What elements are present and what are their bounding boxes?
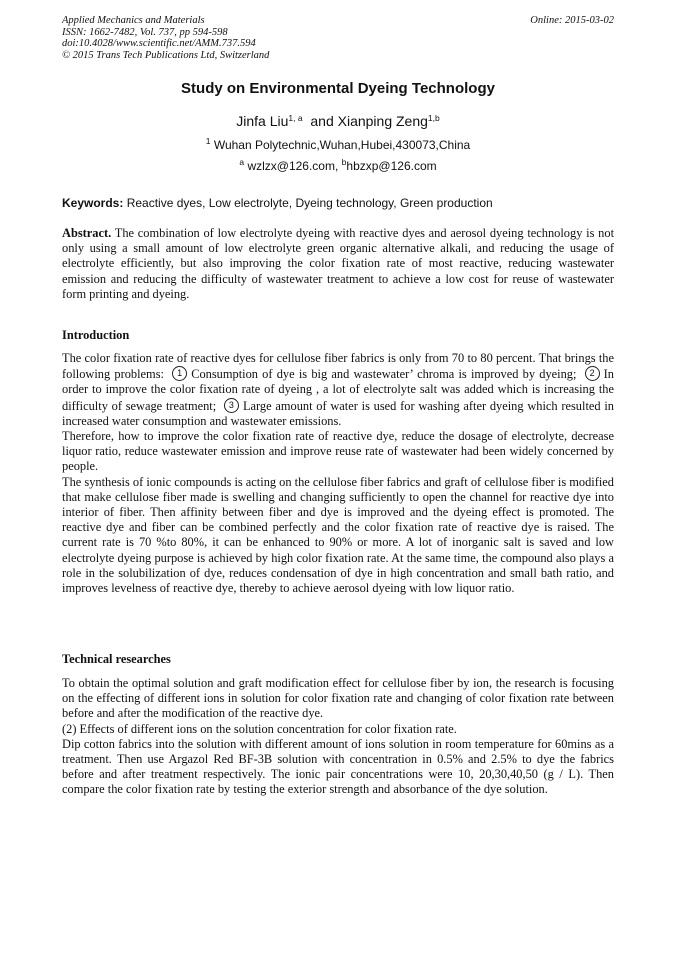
keywords-label: Keywords: xyxy=(62,196,124,210)
circled-number-2: 2 xyxy=(585,366,600,381)
affiliation xyxy=(62,138,614,152)
author-2: and Xianping Zeng xyxy=(310,113,428,129)
keywords-text: Reactive dyes, Low electrolyte, Dyeing technology, Green production xyxy=(126,196,493,210)
abstract-label: Abstract. xyxy=(62,226,112,240)
technical-heading: Technical researches xyxy=(62,652,171,666)
email-b[interactable]: hbzxp@126.com xyxy=(346,159,437,173)
circled-number-3: 3 xyxy=(224,398,239,413)
intro-p1-d: Large amount of water is used for washing after dyeing which resulted in increased water consumption and wastewater emissions. xyxy=(62,398,614,428)
email-line xyxy=(62,159,614,173)
issn-line: ISSN: 1662-7482, Vol. 737, pp 594-598 xyxy=(62,26,228,38)
journal-name: Applied Mechanics and Materials xyxy=(62,15,205,26)
author-1-sup: 1, a xyxy=(288,113,303,123)
intro-paragraph-2: Therefore, how to improve the color fixation rate of reactive dye, reduce the dosage of electrolyte, decrease liquor ratio, reduce wastewater emission and improve reuse rate of wastewater had been widely concerned by people. xyxy=(62,429,614,474)
affiliation-text: Wuhan Polytechnic,Wuhan,Hubei,430073,China xyxy=(213,138,471,152)
technical-body xyxy=(62,676,614,798)
journal-header xyxy=(62,15,614,61)
keywords xyxy=(62,196,614,210)
intro-paragraph-3: The synthesis of ionic compounds is acting on the cellulose fiber fabrics and graft of cellulose fiber is modified that make cellulose fiber made is swelling and changing sufficiently to open the channel for reactive dye into interior of fiber. Then affinity between fiber and dye is improved and the dyeing effect is promoted. The reactive dye and fiber can be combined perfectly and the color fixation rate of reactive dye is raised. The current rate is 70 %to 80%, it can be enhanced to 90% or more. A lot of inorganic salt is saved and low electrolyte dyeing purpose is achieved by high color fixation rate. At the same time, the compound also plays a role in the solubilization of dye, reduces condensation of dye in high concentration and small bath ratio, and improves levelness of reactive dye, thereby to achieve aerosol dyeing with low liquor ratio. xyxy=(62,474,614,596)
abstract-text: The combination of low electrolyte dyeing with reactive dyes and aerosol dyeing technology is not only using a small amount of low electrolyte green organic alternative alkali, and reducing the usage of electrolyte efficiently, but also improving the color fixation rate of most reactive, reducing wastewater emission and reducing the difficulty of wastewater treatment to achieve a low cost for reuse of wastewater form printing and dyeing. xyxy=(62,226,615,301)
circled-number-1: 1 xyxy=(172,366,187,381)
abstract xyxy=(62,226,614,302)
tech-paragraph-2: (2) Effects of different ions on the solution concentration for color fixation rate. xyxy=(62,721,457,736)
tech-paragraph-1: To obtain the optimal solution and graft modification effect for cellulose fiber by ion, the research is focusing on the effecting of different ions in solution for color fixation rate and changing of color fixation rate between before and after the modification of the reactive dye. xyxy=(62,676,614,721)
intro-p1-a: The color fixation rate of reactive dyes for cellulose fiber fabrics is only from 70 to 80 percent. That brings the following problems: xyxy=(62,351,614,382)
intro-p1-c: In order to improve the color fixation rate of dyeing , a lot of electrolyte salt was added which is increasing the difficulty of sewage treatment; xyxy=(62,367,614,413)
introduction-heading: Introduction xyxy=(62,328,130,342)
email-a-sup: a xyxy=(239,157,245,167)
introduction-body xyxy=(62,351,614,596)
copyright-line: © 2015 Trans Tech Publications Ltd, Switzerland xyxy=(62,49,270,61)
paper-title: Study on Environmental Dyeing Technology xyxy=(181,80,495,97)
intro-p1-b: Consumption of dye is big and wastewater’ chroma is improved by dyeing; xyxy=(191,367,577,382)
author-2-sup: 1,b xyxy=(427,113,440,123)
email-b-sup: b xyxy=(341,157,347,167)
authors-line xyxy=(62,113,614,129)
author-1: Jinfa Liu xyxy=(236,113,289,129)
doi-line[interactable]: doi:10.4028/www.scientific.net/AMM.737.594 xyxy=(62,38,256,50)
email-a[interactable]: wzlzx@126.com, xyxy=(247,159,339,173)
affiliation-sup: 1 xyxy=(205,136,211,146)
intro-paragraph-1 xyxy=(62,351,614,429)
tech-paragraph-3: Dip cotton fabrics into the solution with different amount of ions solution in room temperature for 60mins as a treatment. Then use Argazol Red BF-3B solution with concentration in 0.5% and 2.5% to dye the fabrics before and after treatment respectively. The ionic pair concentrations were 10, 20,30,40,50 (g / L). Then compare the color fixation rate by testing the exterior strength and absorbance of the dye solution. xyxy=(62,736,614,797)
online-date: Online: 2015-03-02 xyxy=(530,15,614,26)
